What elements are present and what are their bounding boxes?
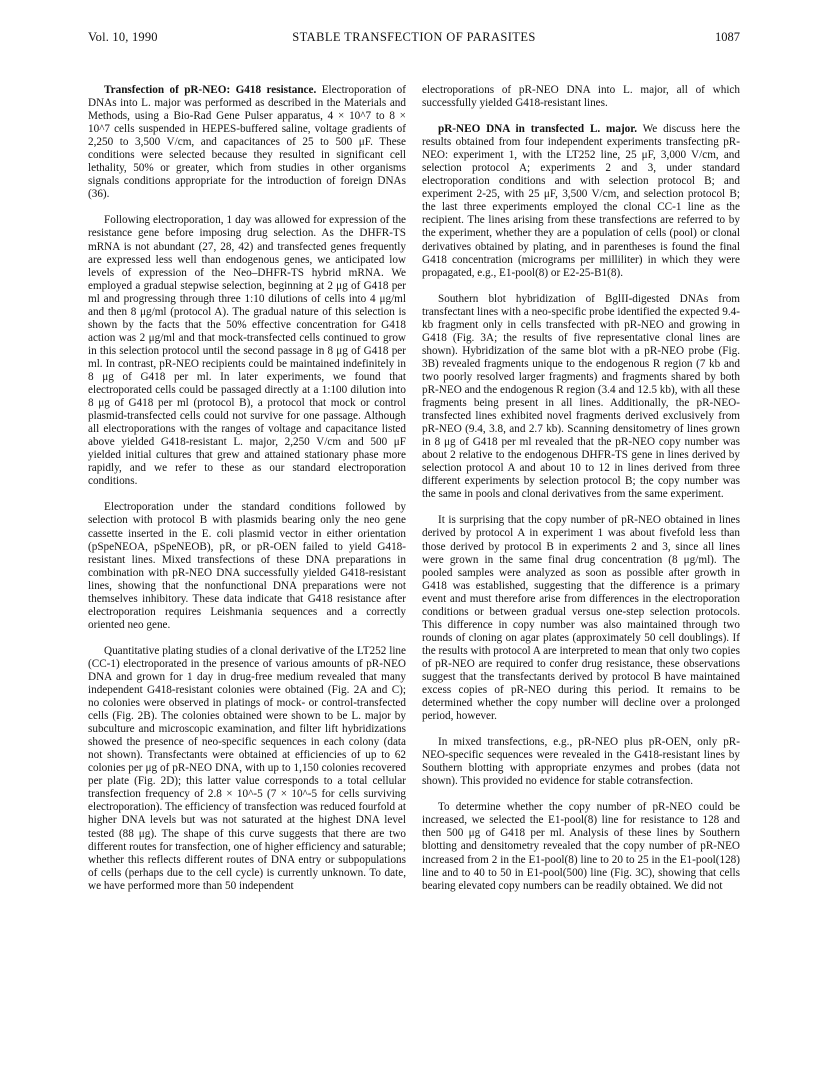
paragraph bbox=[88, 214, 406, 488]
section-heading: Transfection of pR-NEO: G418 resistance. bbox=[104, 84, 317, 96]
paragraph-text: electroporations of pR-NEO DNA into L. major, all of which successfully yielded G418-resistant lines. bbox=[422, 84, 740, 110]
paragraph-text: Southern blot hybridization of BglII-digested DNAs from transfectant lines with a neo-specific probe identified the expected 9.4-kb fragment only in cells transfected with pR-NEO and growing in G418 (Fig. 3A; the results of five representative clonal lines are shown). Hybridization of the same blot with a pR-NEO probe (Fig. 3B) revealed fragments unique to the endogenous R region (7 kb and two poorly resolved larger fragments) and fragments shared by both pR-NEO and the endogenous R region (3.4 and 12.5 kb), with all these fragments being present in all lines. Additionally, the pR-NEO-transfected lines exhibited novel fragments derived exclusively from pR-NEO (9.4, 3.8, and 2.7 kb). Scanning densitometry of lines grown in 8 μg of G418 per ml revealed that the pR-NEO copy number was about 2 relative to the endogenous DHFR-TS gene in lines derived by selection protocol A and about 10 to 12 in lines derived from three different experiments by selection protocol B; the copy number was the same in pools and clonal derivatives from the same experiment. bbox=[422, 292, 740, 501]
page-number: 1087 bbox=[715, 30, 740, 44]
paragraph-text: In mixed transfections, e.g., pR-NEO plus pR-OEN, only pR-NEO-specific sequences were revealed in the G418-resistant lines by Southern blotting with appropriate enzymes and probes (data not shown). This provided no evidence for stable cotransfection. bbox=[422, 736, 740, 788]
paragraph bbox=[422, 801, 740, 892]
paragraph bbox=[88, 645, 406, 893]
paragraph-text: We discuss here the results obtained from four independent experiments transfecting pR-NEO: experiment 1, with the LT252 line, 25 μF, 3,000 V/cm, and selection protocol A; experiments 2 and 3, under standard electroporation conditions and with selection protocol B; and experiment 2-25, with 25 μF, 3,500 V/cm, and selection protocol B; the last three experiments employed the clonal CC-1 line as the recipient. The lines arising from these transfections are referred to by the experiment, whether they are a population of cells (pool) or clonal derivatives obtained by plating, and in parentheses is found the final G418 concentration (micrograms per milliliter) in which they were propagated, e.g., E1-pool(8) or E2-25-B1(8). bbox=[422, 123, 740, 279]
paragraph bbox=[422, 123, 740, 280]
paragraph bbox=[422, 514, 740, 723]
paragraph-text: Following electroporation, 1 day was allowed for expression of the resistance gene before imposing drug selection. As the DHFR-TS mRNA is not abundant (27, 28, 42) and transfected genes frequently are expressed less well than endogenous genes, we anticipated low levels of expression of the Neo–DHFR-TS hybrid mRNA. We employed a gradual stepwise selection, beginning at 2 μg of G418 per ml and progressing through three 1:10 dilutions of cells into 4 μg/ml and then 8 μg/ml (protocol A). The gradual nature of this selection is shown by the facts that the 50% effective concentration for G418 action was 2 μg/ml and that mock-transfected cells continued to grow in this selection protocol until the second passage in 8 μg of G418 per ml. In contrast, pR-NEO recipients could be maintained indefinitely in 8 μg of G418 per ml. In later experiments, we found that electroporated cells could be passaged directly at a 1:100 dilution into 8 μg of G418 per ml (protocol B), a protocol that mock or control plasmid-transfected cells could not survive for one passage. Although all electroporations with the ranges of voltage and capacitance listed above yielded G418-resistant L. major, 2,250 V/cm and 500 μF yielded initial cultures that grew and attained stationary phase more rapidly, and we refer to these as our standard electroporation conditions. bbox=[88, 214, 406, 488]
right-column bbox=[422, 84, 740, 893]
paragraph bbox=[88, 84, 406, 201]
paragraph-text: Quantitative plating studies of a clonal derivative of the LT252 line (CC-1) electroporated in the presence of various amounts of pR-NEO DNA and grown for 1 day in drug-free medium revealed that many independent G418-resistant colonies were obtained (Fig. 2A and C); no colonies were observed in platings of mock- or control-transfected cells (Fig. 2B). The colonies obtained were shown to be L. major by subculture and microscopic examination, and filter lift hybridizations showed the presence of neo-specific sequences in each colony (data not shown). Transfectants were obtained at efficiencies of up to 62 colonies per μg of pR-NEO DNA, with up to 1,150 colonies recovered per plate (Fig. 2D); this latter value corresponds to a total cellular transfection frequency of 2.8 × 10^-5 (7 × 10^-5 for cells surviving electroporation). The efficiency of transfection was reduced fourfold at higher DNA levels but was not saturated at the highest DNA level tested (88 μg). The shape of this curve suggests that there are two different routes for transfection, one of higher efficiency and saturable; whether this reflects different routes of DNA entry or subpopulations of cells (perhaps due to the cell cycle) is currently unknown. To date, we have performed more than 50 independent bbox=[88, 644, 406, 892]
section-heading: pR-NEO DNA in transfected L. major. bbox=[438, 123, 637, 136]
paragraph-text: Electroporation under the standard conditions followed by selection with protocol B with plasmids bearing only the neo gene cassette inserted in the E. coli plasmid vector in either orientation (pSpeNEOA, pSpeNEOB), pR, or pR-OEN failed to yield G418-resistant lines. Mixed transfections of these DNA preparations in combination with pR-NEO DNA successfully yielded G418-resistant lines, showing that the nonfunctional DNA preparations were not themselves inhibitory. These data indicate that G418 resistance after electroporation requires Leishmania sequences and a correctly oriented neo gene. bbox=[88, 501, 406, 631]
paragraph bbox=[422, 736, 740, 788]
running-title: STABLE TRANSFECTION OF PARASITES bbox=[292, 30, 536, 44]
running-header bbox=[88, 30, 740, 50]
journal-volume: Vol. 10, 1990 bbox=[88, 30, 158, 44]
left-column bbox=[88, 84, 406, 893]
paragraph bbox=[422, 84, 740, 110]
paragraph-text: It is surprising that the copy number of pR-NEO obtained in lines derived by protocol A in experiment 1 was about fivefold less than those derived by protocol B in experiments 2 and 3, since all lines were grown in the same final drug concentration (8 μg/ml). The pooled samples were analyzed as soon as possible after growth in G418 was established, suggesting that the difference is a primary event and must therefore arise from differences in the electroporation conditions or between gradual versus one-step selection protocols. This difference in copy number was also maintained through two rounds of cloning on agar plates (approximately 50 cell doublings). If the results with protocol A are interpreted to mean that only two copies of pR-NEO are required to confer drug resistance, these observations suggest that the transfectants derived by protocol B have maintained excess copies of pR-NEO during this period. It remains to be determined whether the copy number will decline over a prolonged period, however. bbox=[422, 514, 740, 723]
paragraph-text: Electroporation of DNAs into L. major was performed as described in the Materials and Methods, using a Bio-Rad Gene Pulser apparatus, 4 × 10^7 to 8 × 10^7 cells suspended in HEPES-buffered saline, voltage gradients of 2,250 to 3,500 V/cm, and capacitances of 25 to 500 μF. These conditions were selected because they resulted in significant cell lethality, 50% or greater, which from studies in other organisms signals conditions appropriate for the introduction of foreign DNAs (36). bbox=[88, 84, 407, 201]
paragraph bbox=[88, 501, 406, 631]
paragraph-text: To determine whether the copy number of pR-NEO could be increased, we selected the E1-pool(8) line for resistance to 128 and then 500 μg of G418 per ml. Analysis of these lines by Southern blotting and densitometry revealed that the copy number of pR-NEO increased from 2 in the E1-pool(8) line to 20 to 25 in the E1-pool(128) line and to 40 to 50 in E1-pool(500) line (Fig. 3C), showing that cells bearing elevated copy numbers can be readily obtained. We did not bbox=[422, 801, 740, 892]
paragraph bbox=[422, 293, 740, 502]
